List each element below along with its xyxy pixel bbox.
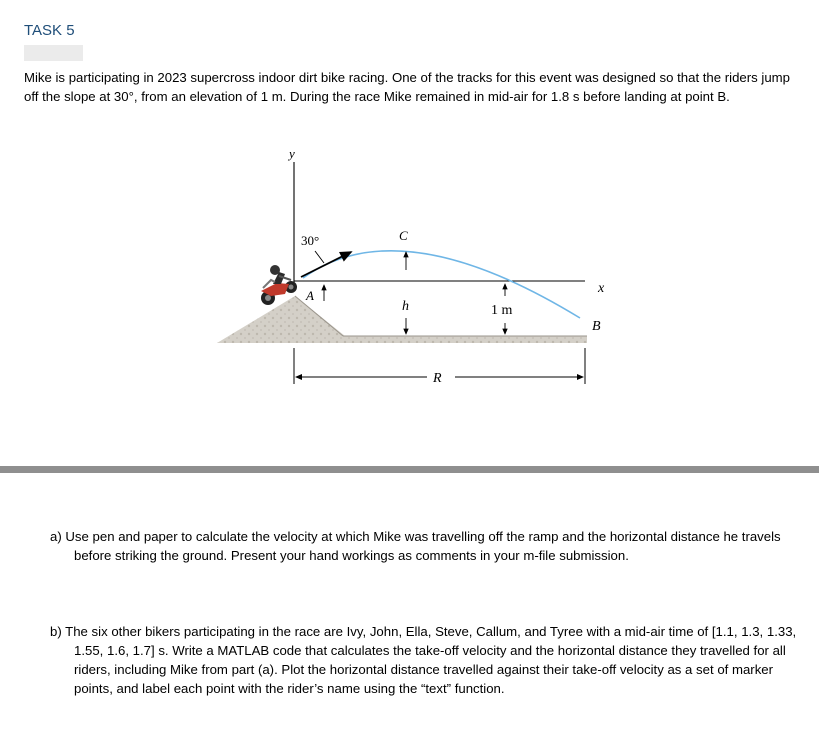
range-label: R — [433, 371, 442, 386]
point-a-label: A — [306, 288, 314, 303]
highlight-bar — [24, 45, 83, 61]
drop-label: 1 m — [491, 303, 513, 318]
task-title: TASK 5 — [24, 22, 75, 39]
height-label: h — [402, 299, 409, 314]
question-a-label: a) — [50, 529, 62, 544]
question-a — [50, 527, 804, 565]
question-a-text: Use pen and paper to calculate the velocity at which Mike was travelling off the ramp and the horizontal distance he travels before striking the ground. Present your hand workings as comments in your m-file submission. — [65, 529, 781, 563]
angle-pointer — [315, 251, 324, 263]
point-c-label: C — [399, 228, 408, 243]
angle-label: 30° — [301, 233, 320, 248]
velocity-arrow — [301, 252, 351, 277]
intro-paragraph: Mike is participating in 2023 supercross indoor dirt bike racing. One of the tracks for this event was designed so that the riders jump off the slope at 30°, from an elevation of 1 m. During the race Mike remained in mid-air for 1.8 s before landing at point B. — [24, 70, 790, 104]
trajectory-curve — [303, 251, 580, 318]
y-axis-label: y — [289, 148, 295, 161]
section-divider — [0, 466, 819, 473]
question-b — [50, 622, 814, 698]
question-b-label: b) — [50, 624, 62, 639]
x-axis-label: x — [598, 281, 605, 296]
projectile-diagram — [215, 148, 610, 398]
point-b-label: B — [592, 319, 601, 334]
question-b-text: The six other bikers participating in the race are Ivy, John, Ella, Steve, Callum, and Tyree with a mid-air time of [1.1, 1.3, 1.33, 1.55, 1.6, 1.7] s. Write a MATLAB code that calculates the take-off velocity and the horizontal distance they travelled for all riders, including Mike from part (a). Plot the horizontal distance travelled against their take-off velocity as a set of marker points, and label each point with the rider’s name using the “text” function. — [65, 624, 797, 696]
